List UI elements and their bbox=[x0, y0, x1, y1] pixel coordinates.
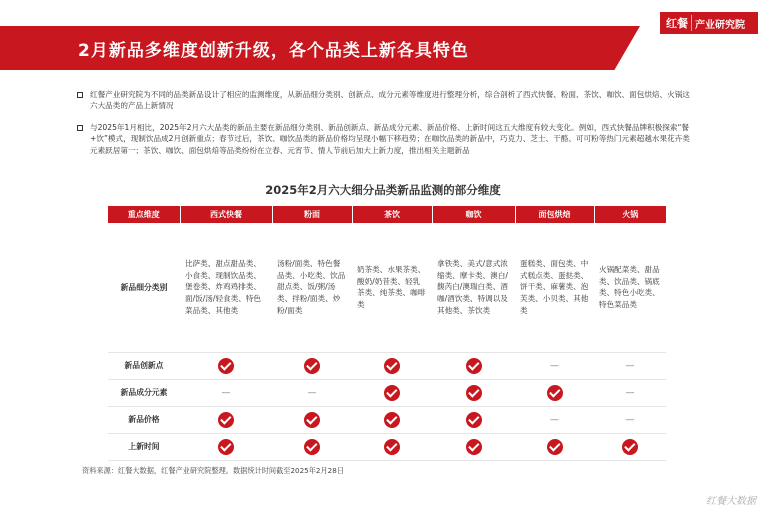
table-cell bbox=[272, 352, 352, 379]
check-icon bbox=[218, 439, 234, 455]
check-icon bbox=[466, 358, 482, 374]
table-cell: 火锅配菜类、甜品类、饮品类、锅底类、特色小吃类、特色菜品类 bbox=[594, 223, 666, 352]
table-cell bbox=[180, 433, 272, 460]
bullet-text-1: 红餐产业研究院为不同的品类新品设计了相应的监测维度，从新品细分类别、创新点、成分元素等维度进行整理分析，综合剖析了西式快餐、粉面、茶饮、咖饮、面包烘焙、火锅这六大品类的产品上新情况 bbox=[90, 90, 690, 111]
check-icon bbox=[466, 385, 482, 401]
table-cell bbox=[432, 379, 515, 406]
table-cell bbox=[515, 433, 594, 460]
table-cell bbox=[180, 352, 272, 379]
check-icon bbox=[304, 412, 320, 428]
table-cell: 拿铁类、美式/意式浓缩类、摩卡类、澳白/馥芮白/澳瑞白类、酒咖/酒饮类、特调以及其他类、茶饮类 bbox=[432, 223, 515, 352]
table-cell bbox=[594, 433, 666, 460]
check-icon bbox=[384, 385, 400, 401]
check-icon bbox=[384, 439, 400, 455]
check-icon bbox=[466, 439, 482, 455]
check-icon bbox=[466, 412, 482, 428]
check-icon bbox=[547, 385, 563, 401]
bullet-paragraph-2 bbox=[90, 122, 690, 156]
check-icon bbox=[622, 439, 638, 455]
header-cell: 西式快餐 bbox=[180, 206, 272, 223]
bullet-square-icon bbox=[77, 125, 83, 131]
table-cell bbox=[272, 406, 352, 433]
check-icon bbox=[218, 412, 234, 428]
header-cell: 火锅 bbox=[594, 206, 666, 223]
table-row bbox=[108, 433, 666, 460]
check-icon bbox=[384, 412, 400, 428]
table-header-row bbox=[108, 206, 666, 223]
table-title: 2025年2月六大细分品类新品监测的部分维度 bbox=[265, 183, 501, 197]
table-cell bbox=[272, 379, 352, 406]
check-icon bbox=[384, 358, 400, 374]
table-cell bbox=[515, 379, 594, 406]
table-cell: 汤粉/面类、特色餐品类、小吃类、饮品甜点类、饭/粥/汤类、拌粉/面类、炒粉/面类 bbox=[272, 223, 352, 352]
check-icon bbox=[218, 358, 234, 374]
dash-mark: — bbox=[550, 414, 559, 425]
table-cell bbox=[432, 352, 515, 379]
table-row bbox=[108, 406, 666, 433]
dash-mark: — bbox=[307, 387, 317, 398]
table-cell bbox=[180, 406, 272, 433]
check-icon bbox=[304, 439, 320, 455]
table-cell: 奶茶类、水果茶类、酸奶/奶昔类、轻乳茶类、纯茶类、咖啡类 bbox=[352, 223, 432, 352]
table-cell bbox=[515, 406, 594, 433]
table-cell bbox=[515, 352, 594, 379]
dash-mark: — bbox=[625, 387, 635, 398]
table-cell bbox=[594, 352, 666, 379]
check-icon bbox=[304, 358, 320, 374]
source-note: 资料来源：红餐大数据，红餐产业研究院整理。数据统计时间截至2025年2月28日 bbox=[82, 466, 345, 475]
table-cell: 蛋糕类、面包类、中式糕点类、蛋挞类、饼干类、麻薯类、泡芙类、小贝类、其他类 bbox=[515, 223, 594, 352]
table-cell bbox=[432, 433, 515, 460]
corner-watermark: 红餐大数据 bbox=[706, 496, 756, 507]
dash-mark: — bbox=[550, 360, 559, 371]
dash-mark: — bbox=[625, 414, 635, 425]
bullet-paragraph-1 bbox=[90, 89, 690, 112]
dash-mark: — bbox=[625, 360, 635, 371]
check-icon bbox=[547, 439, 563, 455]
logo-subtitle: 产业研究院 bbox=[695, 19, 745, 31]
header-cell: 重点维度 bbox=[108, 206, 180, 223]
table-cell bbox=[432, 406, 515, 433]
table-row bbox=[108, 379, 666, 406]
table-cell bbox=[352, 352, 432, 379]
table-cell bbox=[272, 433, 352, 460]
table-cell bbox=[594, 406, 666, 433]
bullet-text-2: 与2025年1月相比，2025年2月六大品类的新品主要在新品细分类别、新品创新点、新品成分元素、新品价格、上新时间这五大维度有较大变化。例如，西式快餐品牌积极探索“餐+饮”模式，现制饮品成2月创新重点；春节过后，茶饮、咖饮品类的新品价格均呈现小幅下移趋势；在咖饮品类的新品中，巧克力、芝士、干酪、可可粉等热门元素超越水果花卉类元素跃居第一；茶饮、咖饮、面包烘焙等品类纷纷在立春、元宵节、情人节前后加大上新力度，推出相关主题新品 bbox=[90, 123, 690, 155]
table-row bbox=[108, 352, 666, 379]
table-cell bbox=[594, 379, 666, 406]
page-title: 2月新品多维度创新升级，各个品类上新各具特色 bbox=[78, 41, 469, 61]
table-cell bbox=[352, 433, 432, 460]
table-cell bbox=[180, 379, 272, 406]
table-cell: 比萨类、甜点甜品类、小食类、现制饮品类、堡卷类、炸鸡鸡排类、面/饭/汤/轻食类、特色菜品类、其他类 bbox=[180, 223, 272, 352]
row-label: 新品价格 bbox=[108, 406, 180, 433]
brand-logo bbox=[660, 12, 758, 34]
header-cell: 茶饮 bbox=[352, 206, 432, 223]
header-cell: 咖饮 bbox=[432, 206, 515, 223]
header-cell: 粉面 bbox=[272, 206, 352, 223]
table-cell bbox=[352, 379, 432, 406]
header-cell: 面包烘焙 bbox=[515, 206, 594, 223]
row-label: 新品细分类别 bbox=[108, 223, 180, 352]
bullet-square-icon bbox=[77, 92, 83, 98]
dash-mark: — bbox=[221, 387, 231, 398]
dimension-table bbox=[108, 206, 666, 461]
table-cell bbox=[352, 406, 432, 433]
logo-brand: 红餐 bbox=[666, 15, 692, 31]
table-row-subcategory bbox=[108, 223, 666, 352]
row-label: 上新时间 bbox=[108, 433, 180, 460]
row-label: 新品创新点 bbox=[108, 352, 180, 379]
row-label: 新品成分元素 bbox=[108, 379, 180, 406]
